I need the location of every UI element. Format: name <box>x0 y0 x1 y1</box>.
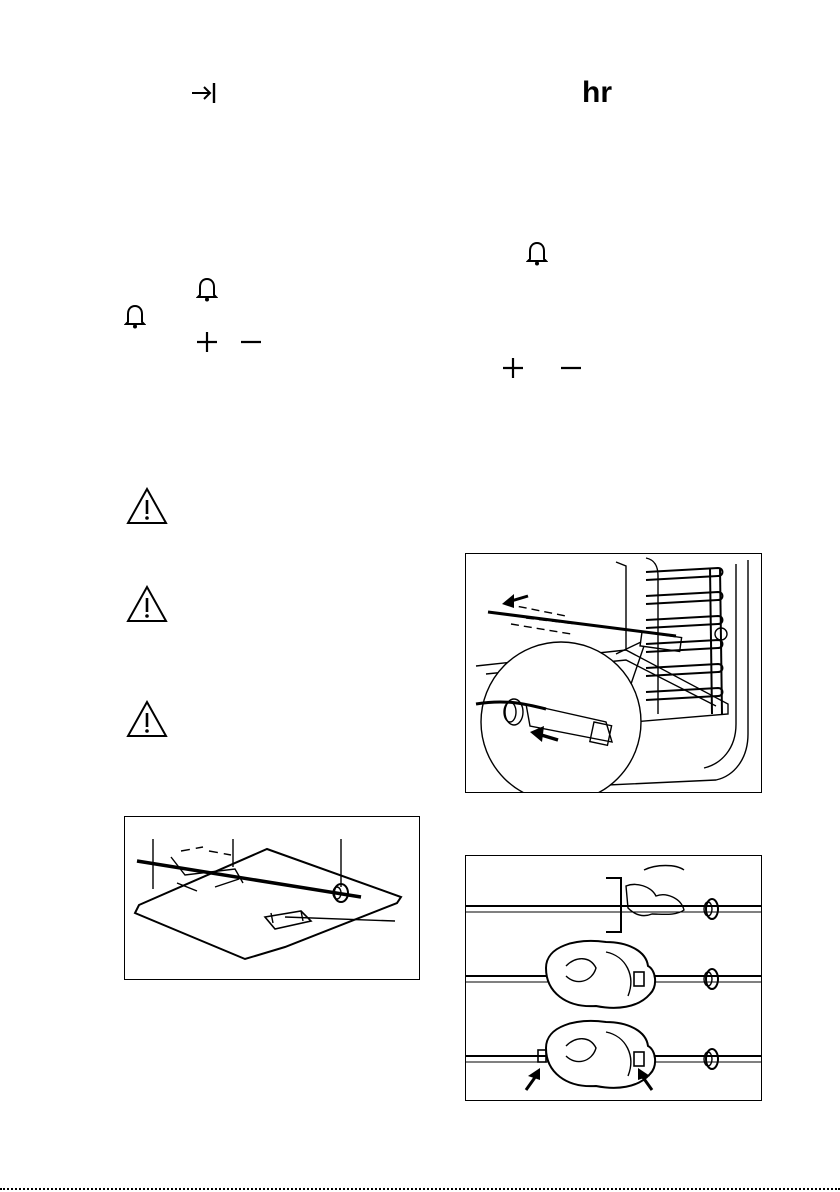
bell-icon <box>526 240 548 266</box>
plus-icon <box>502 357 524 379</box>
page-bottom-rule <box>0 1188 840 1190</box>
minus-icon <box>560 357 582 379</box>
rotisserie-spit-parts-figure <box>124 816 420 980</box>
hours-label: hr <box>582 76 612 109</box>
warning-icon <box>126 700 168 738</box>
warning-icon <box>126 585 168 623</box>
bell-icon <box>124 303 146 329</box>
minus-icon <box>240 331 262 353</box>
bell-icon <box>196 276 218 302</box>
meat-on-spit-figure <box>465 855 762 1101</box>
end-icon <box>190 80 218 106</box>
warning-icon <box>126 487 168 525</box>
plus-icon <box>196 331 218 353</box>
rotisserie-insertion-figure <box>465 553 762 793</box>
